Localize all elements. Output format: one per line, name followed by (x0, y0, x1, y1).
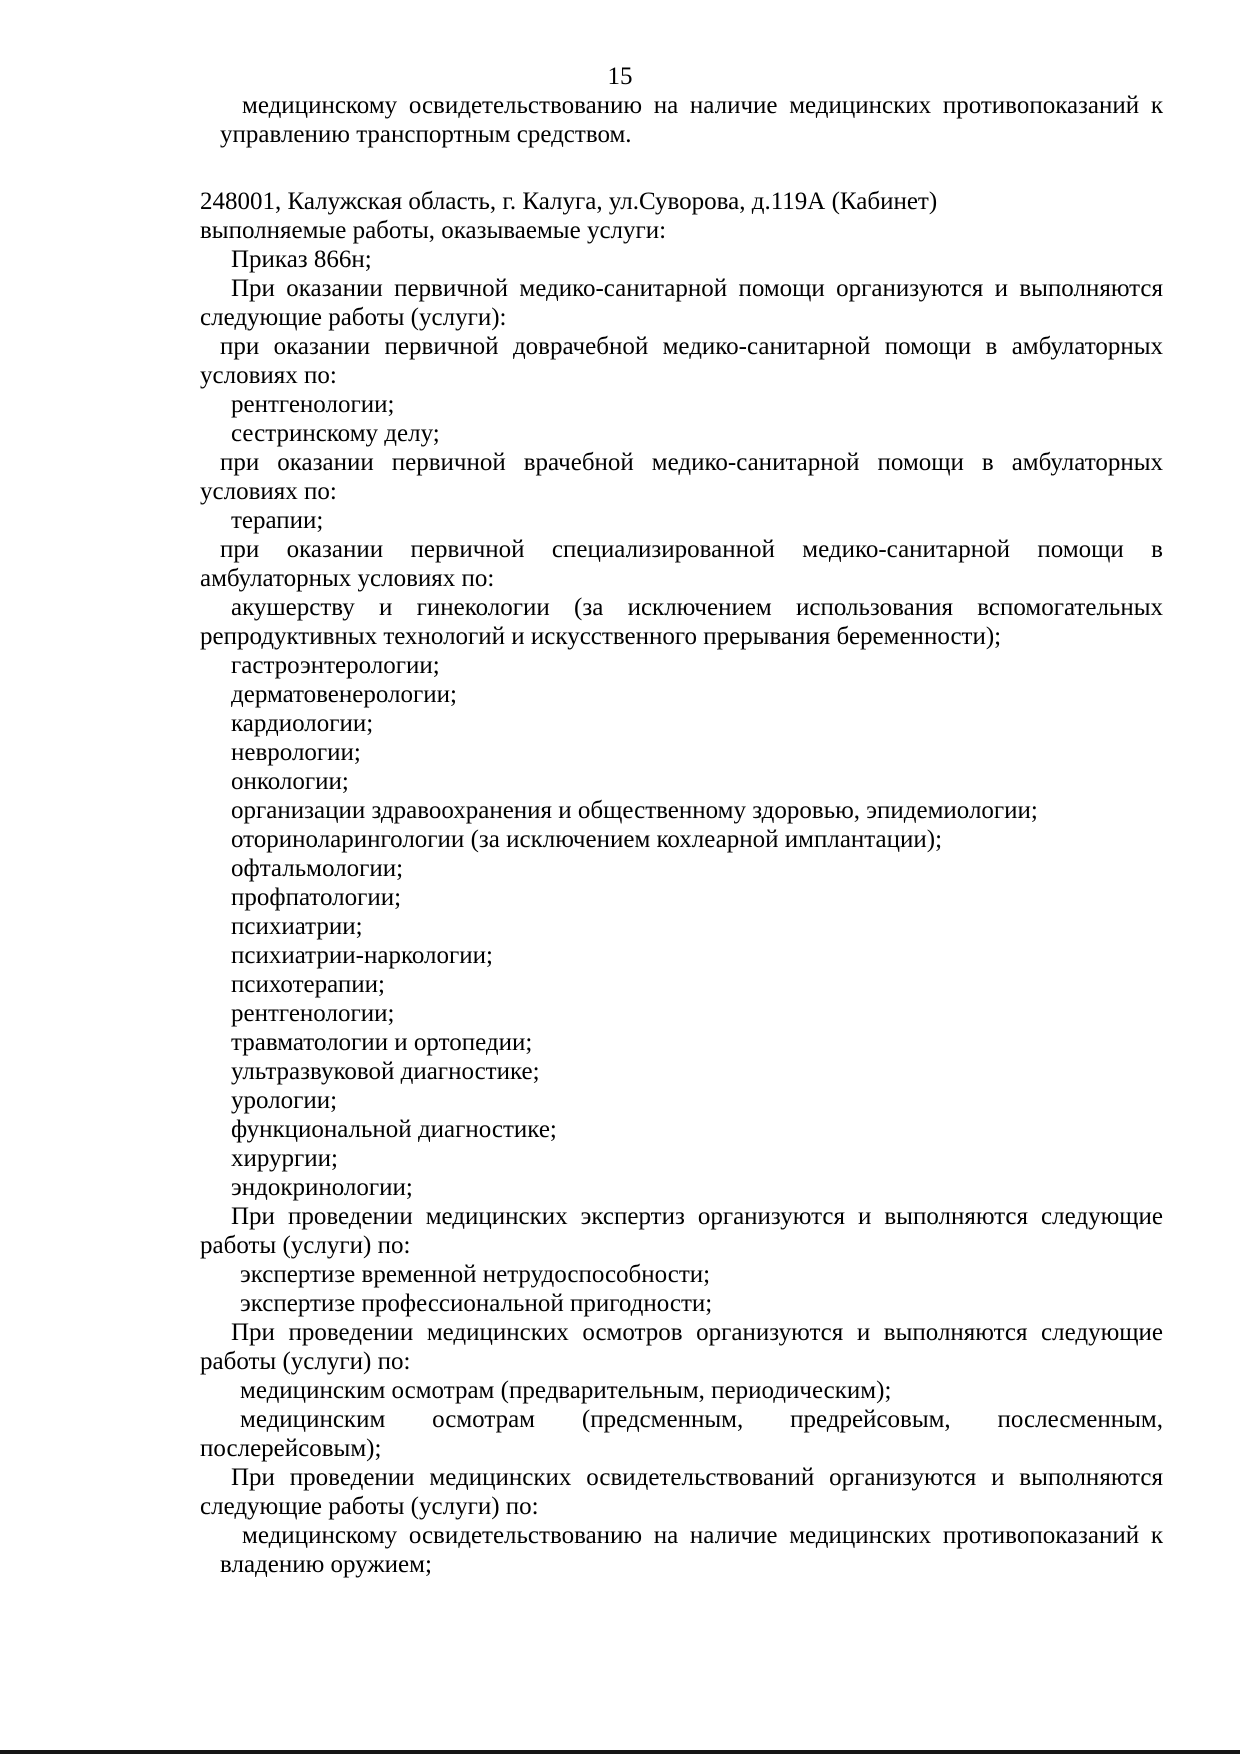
paragraph: Приказ 866н; (231, 246, 372, 273)
paragraph (220, 91, 1163, 149)
paragraph: функциональной диагностике; (231, 1116, 557, 1143)
paragraph: оториноларингологии (за исключением кохлеарной имплантации); (231, 826, 943, 853)
paragraph-line: послерейсовым); (200, 1435, 382, 1462)
paragraph-line: При проведении медицинских осмотров организуются и выполняются следующие (231, 1319, 1163, 1346)
paragraph: рентгенологии; (231, 1000, 395, 1027)
paragraph (200, 1405, 1163, 1463)
paragraph: эндокринологии; (231, 1174, 413, 1201)
paragraph-line: работы (услуги) по: (200, 1348, 411, 1375)
paragraph-line: следующие работы (услуги): (200, 304, 507, 331)
paragraph: ультразвуковой диагностике; (231, 1058, 540, 1085)
paragraph (200, 1202, 1163, 1260)
paragraph-line: работы (услуги) по: (200, 1232, 411, 1259)
paragraph-line: медицинскому освидетельствованию на наличие медицинских противопоказаний к (242, 1522, 1163, 1549)
paragraph: организации здравоохранения и общественному здоровью, эпидемиологии; (231, 797, 1038, 824)
paragraph-line: При проведении медицинских освидетельствований организуются и выполняются (231, 1464, 1163, 1491)
paragraph (200, 448, 1163, 506)
paragraph: гастроэнтерологии; (231, 652, 440, 679)
paragraph-line: при оказании первичной доврачебной медико-санитарной помощи в амбулаторных (220, 333, 1163, 360)
page-bottom-edge (0, 1750, 1240, 1754)
paragraph-line: При проведении медицинских экспертиз организуются и выполняются следующие (231, 1203, 1163, 1230)
paragraph (220, 1521, 1163, 1579)
paragraph-line: При оказании первичной медико-санитарной помощи организуются и выполняются (231, 275, 1163, 302)
paragraph: кардиологии; (231, 710, 374, 737)
paragraph (200, 593, 1163, 651)
paragraph: хирургии; (231, 1145, 339, 1172)
paragraph (200, 1318, 1163, 1376)
paragraph: рентгенологии; (231, 391, 395, 418)
paragraph: сестринскому делу; (231, 420, 440, 447)
paragraph: неврологии; (231, 739, 361, 766)
paragraph-line: владению оружием; (220, 1551, 432, 1578)
paragraph-line: медицинскому освидетельствованию на наличие медицинских противопоказаний к (242, 92, 1163, 119)
paragraph: офтальмологии; (231, 855, 404, 882)
paragraph: экспертизе профессиональной пригодности; (240, 1290, 713, 1317)
paragraph: 248001, Калужская область, г. Калуга, ул.Суворова, д.119А (Кабинет) (200, 188, 938, 215)
paragraph: онкологии; (231, 768, 349, 795)
paragraph: профпатологии; (231, 884, 402, 911)
paragraph-line: акушерству и гинекологии (за исключением использования вспомогательных (231, 594, 1163, 621)
paragraph-line: репродуктивных технологий и искусственного прерывания беременности); (200, 623, 1002, 650)
paragraph: терапии; (231, 507, 324, 534)
paragraph: психиатрии-наркологии; (231, 942, 493, 969)
paragraph: урологии; (231, 1087, 338, 1114)
paragraph: психотерапии; (231, 971, 385, 998)
paragraph: психиатрии; (231, 913, 363, 940)
page-number: 15 (607, 63, 633, 90)
paragraph-line: амбулаторных условиях по: (200, 565, 495, 592)
paragraph: экспертизе временной нетрудоспособности; (240, 1261, 711, 1288)
paragraph-line: условиях по: (200, 362, 337, 389)
paragraph (200, 332, 1163, 390)
paragraph: медицинским осмотрам (предварительным, периодическим); (240, 1377, 892, 1404)
paragraph: дерматовенерологии; (231, 681, 457, 708)
paragraph (200, 274, 1163, 332)
paragraph: выполняемые работы, оказываемые услуги: (200, 217, 667, 244)
paragraph: травматологии и ортопедии; (231, 1029, 533, 1056)
paragraph (200, 535, 1163, 593)
paragraph-line: медицинским осмотрам (предсменным, предрейсовым, послесменным, (240, 1406, 1163, 1433)
paragraph-line: при оказании первичной врачебной медико-санитарной помощи в амбулаторных (220, 449, 1163, 476)
document-body (200, 91, 1163, 1579)
paragraph-line: управлению транспортным средством. (220, 121, 632, 148)
paragraph-line: следующие работы (услуги) по: (200, 1493, 539, 1520)
paragraph-line: условиях по: (200, 478, 337, 505)
paragraph (200, 1463, 1163, 1521)
paragraph-line: при оказании первичной специализированной медико-санитарной помощи в (220, 536, 1163, 563)
